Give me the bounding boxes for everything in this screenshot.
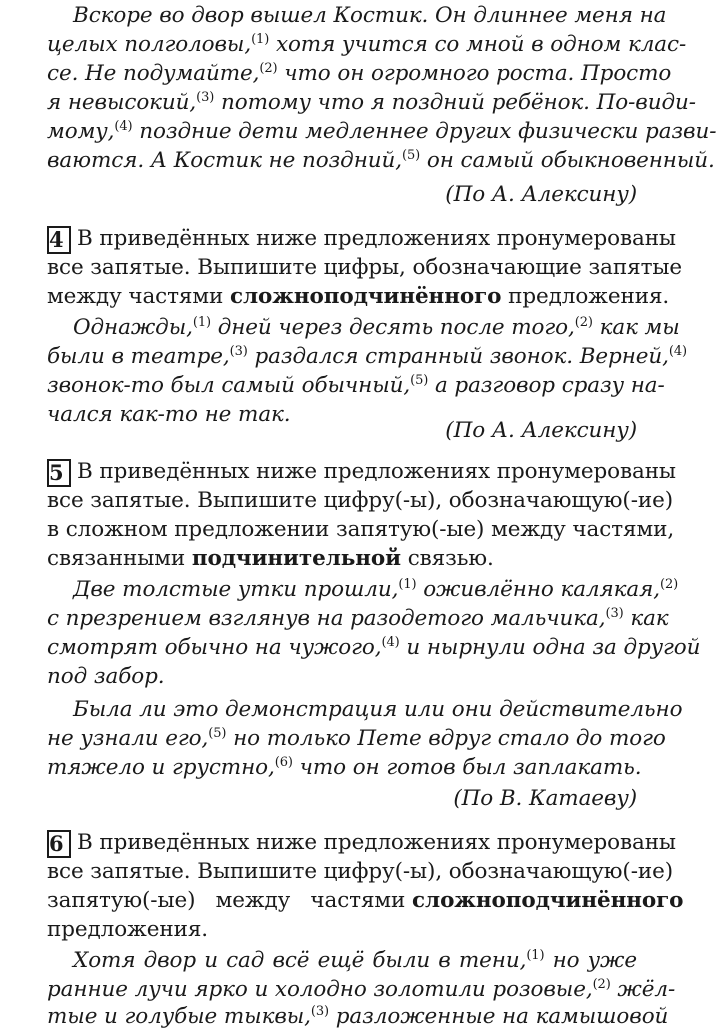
task-instruction-line: между частями сложноподчинённого предложения. — [47, 284, 670, 309]
task-instruction-line: 5 В приведённых ниже предложениях пронумерованы — [49, 459, 676, 485]
task-instruction-line: в сложном предложении запятую(-ые) между частями, — [47, 517, 675, 542]
example-line: тые и голубые тыквы,$^{(3)}$ разложенные на камышовой — [47, 1004, 669, 1029]
example-line: Две толстые утки прошли,$^{(1)}$ оживлённо калякая,$^{(2)}$ — [73, 577, 679, 602]
example-line: с презрением взглянув на разодетого мальчика,$^{(3)}$ как — [47, 606, 669, 631]
example-line: тяжело и грустно,$^{(6)}$ что он готов был заплакать. — [47, 755, 642, 780]
example-line: Однажды,$^{(1)}$ дней через десять после того,$^{(2)}$ как мы — [73, 315, 680, 340]
example-line: чался как-то не так. — [47, 402, 291, 427]
example-line: Хотя двор и сад всё ещё были в тени,$^{(1)}$ но уже — [73, 948, 637, 973]
example-line: ранние лучи ярко и холодно золотили розовые,$^{(2)}$ жёл- — [47, 977, 676, 1002]
text-line: ваются. А Костик не поздний,$^{(5)}$ он самый обыкновенный. — [47, 148, 715, 173]
source-attribution: (По А. Алексину) — [445, 418, 637, 443]
source-attribution: (По А. Алексину) — [445, 182, 637, 207]
task-instruction-line: 6 В приведённых ниже предложениях пронумерованы — [49, 830, 676, 856]
example-line: были в театре,$^{(3)}$ раздался странный звонок. Верней,$^{(4)}$ — [47, 344, 688, 369]
text-line: се. Не подумайте,$^{(2)}$ что он огромного роста. Просто — [47, 61, 672, 86]
task-number-badge: 6 — [47, 830, 71, 858]
text-line: целых полголовы,$^{(1)}$ хотя учится со мной в одном клас- — [47, 32, 687, 57]
task-instruction-line: все запятые. Выпишите цифру(-ы), обозначающую(-ие) — [47, 488, 674, 513]
example-line: смотрят обычно на чужого,$^{(4)}$ и нырнули одна за другой — [47, 635, 701, 660]
example-line: звонок-то был самый обычный,$^{(5)}$ а разговор сразу на- — [47, 373, 665, 398]
text-line: я невысокий,$^{(3)}$ потому что я поздний ребёнок. По-види- — [47, 90, 696, 115]
task-number-badge: 4 — [47, 226, 71, 254]
task-instruction-line: связанными подчинительной связью. — [47, 546, 494, 571]
example-line: не узнали его,$^{(5)}$ но только Пете вдруг стало до того — [47, 726, 666, 751]
task-instruction-line: предложения. — [47, 917, 209, 942]
text-line: Вскоре во двор вышел Костик. Он длиннее меня на — [73, 3, 667, 28]
task-instruction-line: 4 В приведённых ниже предложениях пронумерованы — [49, 226, 676, 252]
text-line: мому,$^{(4)}$ поздние дети медленнее других физически разви- — [47, 119, 716, 144]
task-instruction-line: запятую(-ые) между частями сложноподчинённого — [47, 888, 684, 913]
task-instruction-line: все запятые. Выпишите цифру(-ы), обозначающую(-ие) — [47, 859, 674, 884]
task-number-badge: 5 — [47, 459, 71, 487]
task-instruction-line: все запятые. Выпишите цифры, обозначающие запятые — [47, 255, 683, 280]
example-line: под забор. — [47, 664, 165, 689]
example-line: Была ли это демонстрация или они действительно — [73, 697, 683, 722]
source-attribution: (По В. Катаеву) — [453, 786, 637, 811]
